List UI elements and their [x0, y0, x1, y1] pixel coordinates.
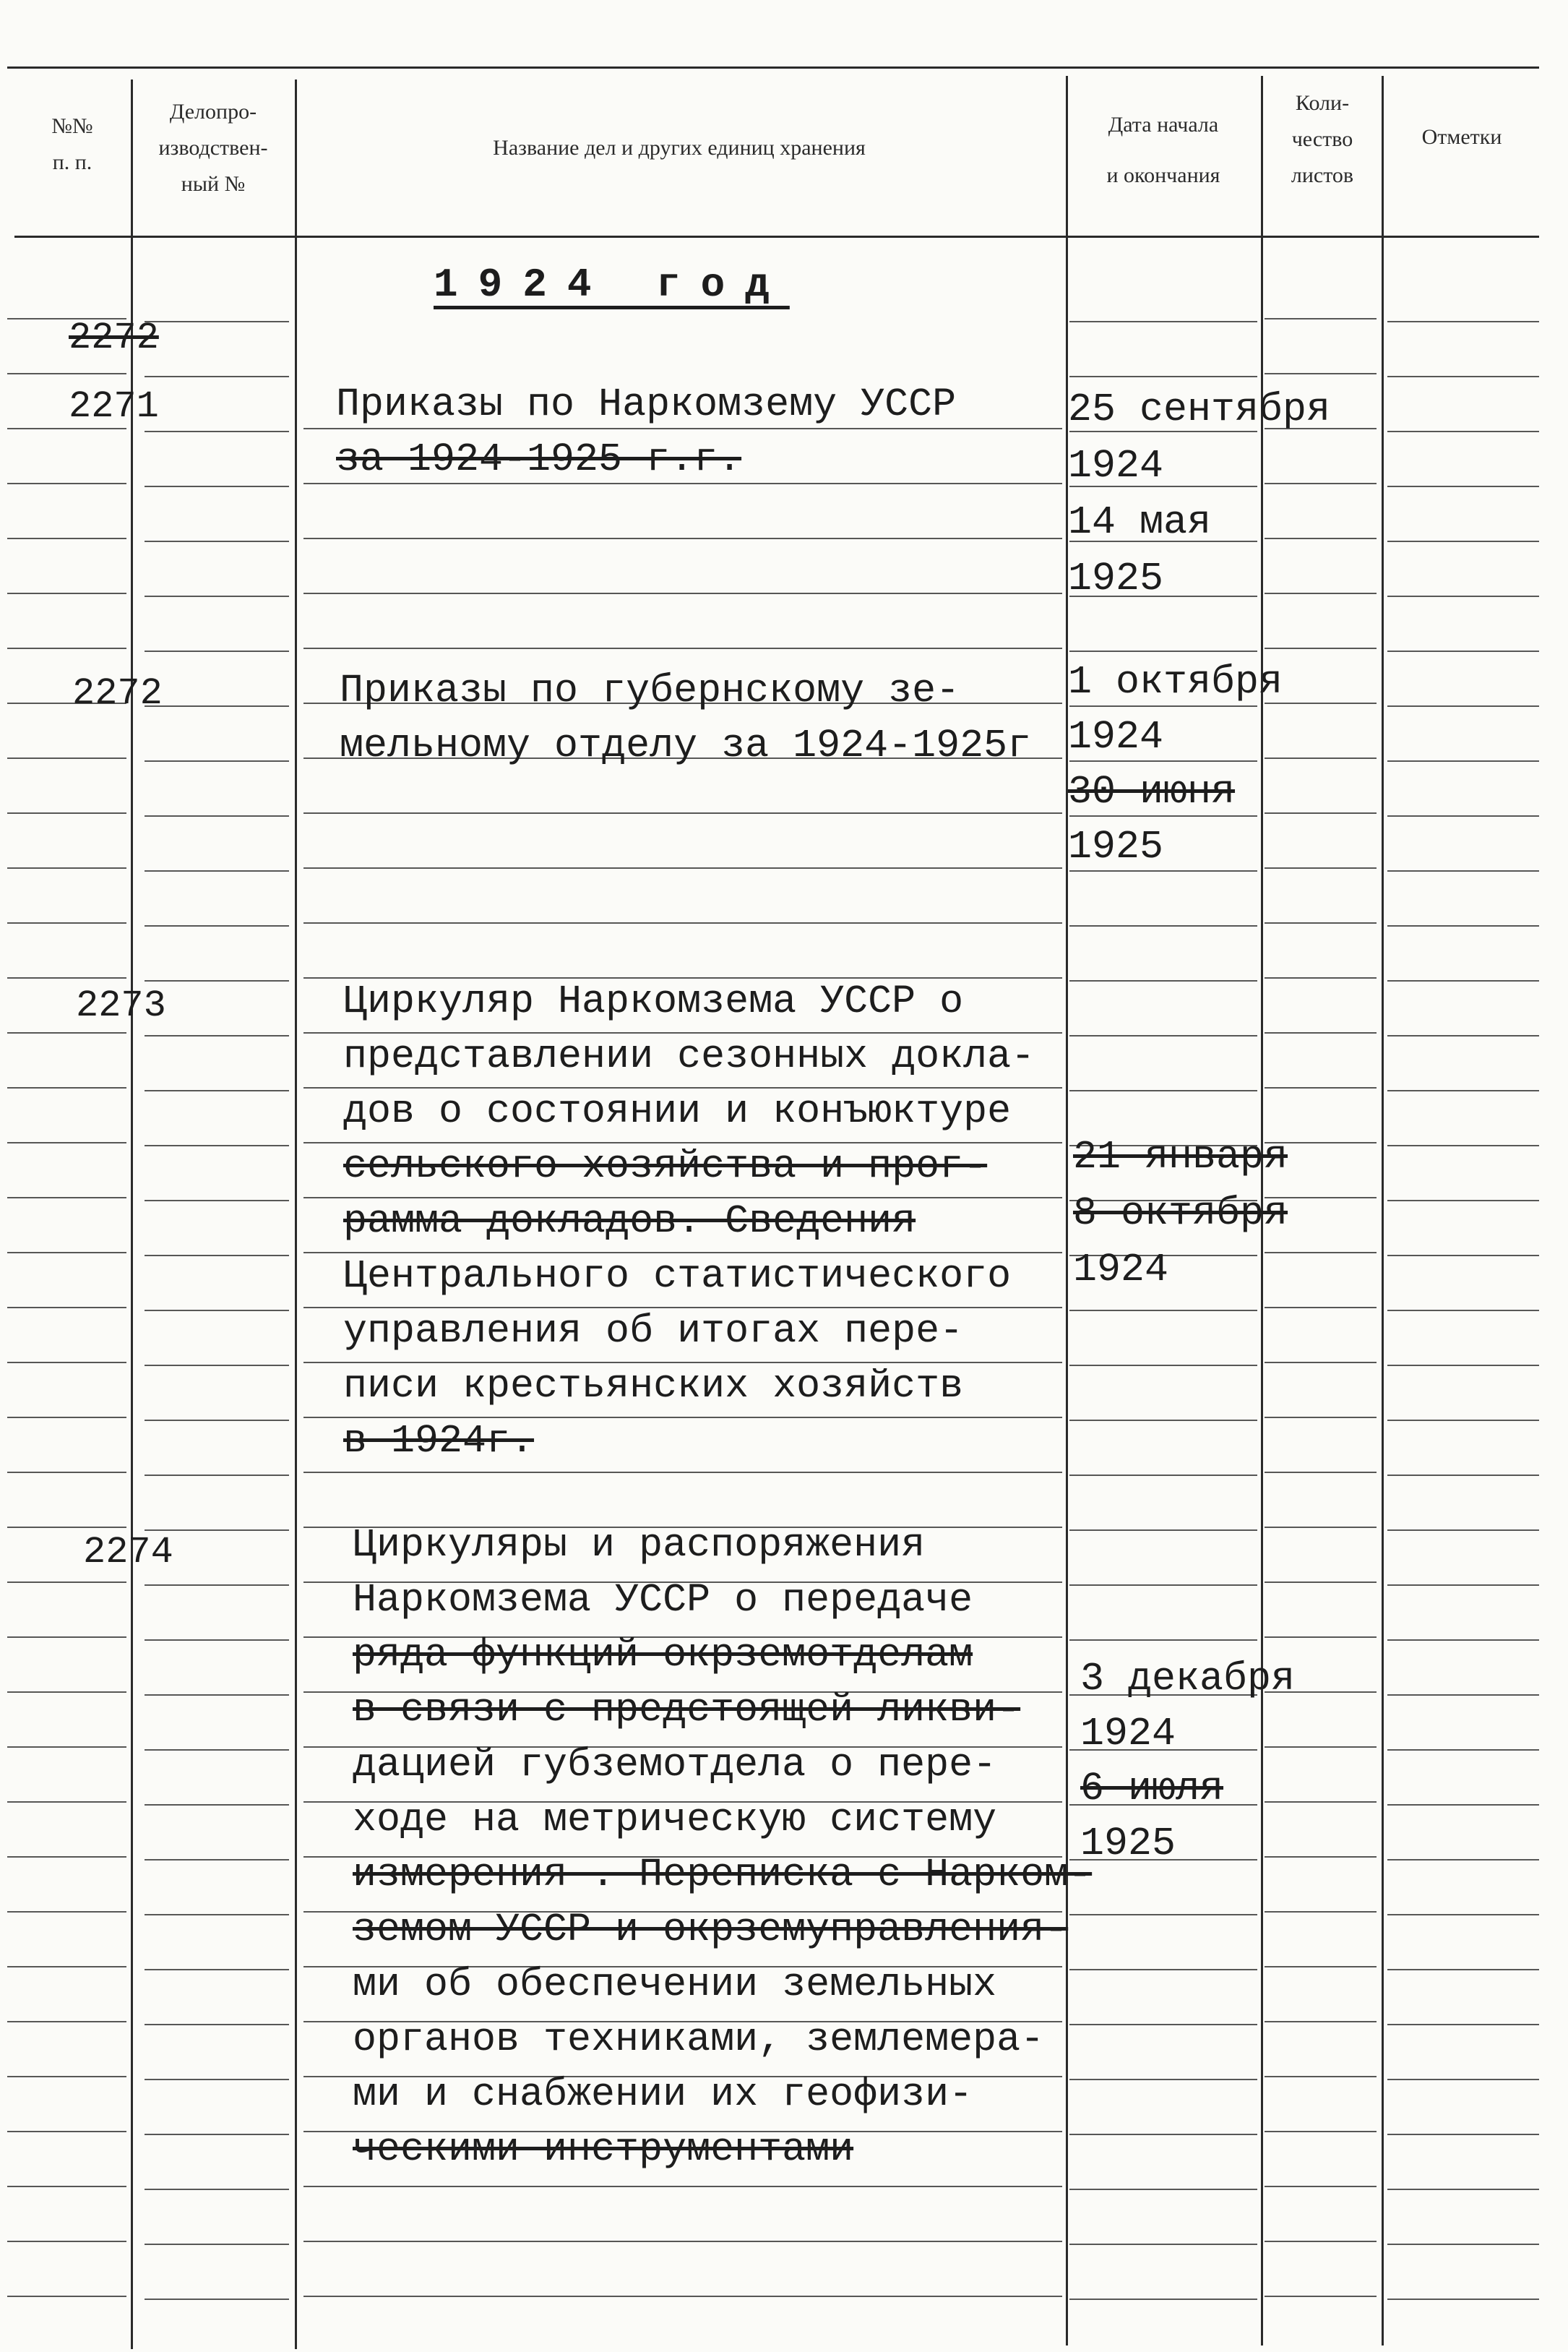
header-col-number: №№ п. п.	[51, 114, 93, 174]
ruled-line	[7, 2131, 126, 2132]
ruled-line	[1387, 1090, 1539, 1091]
ruled-line	[303, 922, 1062, 924]
ruled-line	[7, 648, 126, 649]
ruled-line	[1387, 321, 1539, 322]
ruled-line	[1069, 1035, 1257, 1036]
ruled-line	[145, 815, 289, 817]
ruled-line	[145, 2189, 289, 2190]
entry-dates: 25 сентября 1924 14 мая 1925	[1068, 387, 1331, 601]
ruled-line	[145, 1310, 289, 1311]
ruled-line	[145, 870, 289, 872]
ruled-line	[7, 1032, 126, 1034]
ruled-line	[1387, 2024, 1539, 2025]
ruled-line	[145, 1804, 289, 1806]
ruled-line	[7, 1856, 126, 1858]
crossed-out-number: 2272	[69, 317, 159, 359]
ruled-line	[1069, 2079, 1257, 2080]
ruled-line	[1265, 2076, 1377, 2077]
ruled-line	[1387, 1639, 1539, 1641]
ruled-line	[303, 2186, 1062, 2187]
ruled-line	[1387, 1255, 1539, 1256]
column-divider-5	[1382, 76, 1384, 2345]
ruled-line	[7, 757, 126, 759]
ruled-line	[1387, 1200, 1539, 1201]
ruled-line	[145, 1475, 289, 1476]
entry-title: Приказы по губернскому зе- мельному отделу за 1924-1925г	[340, 668, 1032, 768]
ruled-line	[1069, 980, 1257, 982]
ruled-line	[7, 1197, 126, 1198]
ruled-line	[145, 2244, 289, 2245]
ruled-line	[7, 2076, 126, 2077]
ruled-line	[7, 977, 126, 979]
ruled-line	[1265, 1636, 1377, 1638]
ruled-line	[145, 2024, 289, 2025]
ruled-line	[1265, 2296, 1377, 2297]
header-bottom-rule	[14, 236, 1539, 238]
ruled-line	[145, 2134, 289, 2135]
ruled-line	[1265, 648, 1377, 649]
ruled-line	[1069, 1584, 1257, 1586]
header-col-office-number: Делопро- изводствен- ный №	[158, 100, 268, 196]
ruled-line	[7, 2241, 126, 2242]
ruled-line	[7, 1362, 126, 1363]
ruled-line	[145, 705, 289, 707]
ruled-line	[1265, 1472, 1377, 1473]
ruled-line	[1069, 376, 1257, 377]
ruled-line	[1069, 2189, 1257, 2190]
ruled-line	[1069, 2244, 1257, 2245]
entry-title: Циркуляр Наркомзема УССР о представлении сезонных докла- дов о состоянии и конъюктуре сельского хозяйства и прог- рамма докладов. Сведения Центрального статистического управления об итогах пере- писи крестьянских хозяйств в 1924г.	[343, 979, 1035, 1464]
ruled-line	[1069, 1969, 1257, 1970]
ruled-line	[145, 596, 289, 597]
ruled-line	[1387, 2189, 1539, 2190]
ruled-line	[1265, 1581, 1377, 1583]
ruled-line	[1387, 925, 1539, 927]
ruled-line	[145, 1420, 289, 1421]
header-col-notes: Отметки	[1421, 125, 1502, 149]
ruled-line	[145, 1255, 289, 1256]
ruled-line	[1387, 1914, 1539, 1915]
ruled-line	[1387, 1310, 1539, 1311]
ruled-line	[1265, 2241, 1377, 2242]
ruled-line	[303, 812, 1062, 814]
ruled-line	[1265, 2021, 1377, 2022]
ruled-line	[7, 1252, 126, 1253]
ruled-line	[7, 1636, 126, 1638]
ruled-line	[7, 867, 126, 869]
ruled-line	[1387, 1475, 1539, 1476]
entry-number: 2272	[72, 672, 163, 715]
ruled-line	[145, 1090, 289, 1091]
header-top-rule	[7, 66, 1539, 69]
ruled-line	[7, 1746, 126, 1748]
ruled-line	[7, 593, 126, 594]
entry-number: 2274	[83, 1531, 173, 1574]
ruled-line	[1387, 1969, 1539, 1970]
ruled-line	[145, 651, 289, 652]
ruled-line	[1387, 1749, 1539, 1751]
ruled-line	[1265, 1087, 1377, 1089]
ruled-line	[1265, 1362, 1377, 1363]
ruled-line	[1069, 321, 1257, 322]
ruled-line	[1387, 541, 1539, 542]
ruled-line	[7, 1417, 126, 1418]
ruled-line	[7, 1472, 126, 1473]
ruled-line	[1069, 2299, 1257, 2300]
ruled-line	[1387, 1420, 1539, 1421]
ruled-line	[7, 812, 126, 814]
ruled-line	[1387, 980, 1539, 982]
ruled-line	[7, 1966, 126, 1967]
ruled-line	[1387, 1365, 1539, 1366]
ruled-line	[7, 1911, 126, 1913]
ruled-line	[303, 648, 1062, 649]
ruled-line	[1265, 1307, 1377, 1308]
ruled-line	[7, 2021, 126, 2022]
ruled-line	[1387, 815, 1539, 817]
ruled-line	[1265, 1527, 1377, 1528]
ruled-line	[1069, 1420, 1257, 1421]
ruled-line	[1387, 2134, 1539, 2135]
ruled-line	[1069, 651, 1257, 652]
ruled-line	[145, 376, 289, 377]
ruled-line	[7, 922, 126, 924]
ruled-line	[7, 2296, 126, 2297]
ruled-line	[145, 2299, 289, 2300]
ruled-line	[145, 1035, 289, 1036]
ruled-line	[1069, 2024, 1257, 2025]
ruled-line	[7, 1801, 126, 1803]
ruled-line	[7, 538, 126, 539]
ruled-line	[1387, 1584, 1539, 1586]
entry-dates: 21 января 8 октября 1924	[1073, 1134, 1288, 1292]
ruled-line	[1387, 2299, 1539, 2300]
ruled-line	[1069, 1090, 1257, 1091]
entry-title: Приказы по Наркомзему УССР за 1924-1925 г.г.	[336, 382, 957, 482]
ruled-line	[145, 980, 289, 982]
header-col-title: Название дел и других единиц хранения	[493, 136, 866, 160]
ruled-line	[145, 1584, 289, 1586]
ruled-line	[145, 1859, 289, 1860]
ruled-line	[145, 1639, 289, 1641]
year-heading: 1924 год	[434, 262, 790, 308]
ruled-line	[303, 2241, 1062, 2242]
ruled-line	[1387, 1859, 1539, 1860]
ruled-line	[1387, 1529, 1539, 1531]
ruled-line	[1387, 2244, 1539, 2245]
ruled-line	[1387, 760, 1539, 762]
ruled-line	[7, 373, 126, 374]
ruled-line	[7, 483, 126, 484]
ruled-line	[145, 431, 289, 432]
column-divider-2	[295, 80, 297, 2349]
ruled-line	[1069, 1365, 1257, 1366]
ruled-line	[1069, 2134, 1257, 2135]
ruled-line	[7, 1527, 126, 1528]
ruled-line	[1265, 1966, 1377, 1967]
ruled-line	[1265, 373, 1377, 374]
ruled-line	[1265, 2186, 1377, 2187]
ruled-line	[145, 321, 289, 322]
ruled-line	[1069, 925, 1257, 927]
ruled-line	[1265, 1911, 1377, 1913]
ruled-line	[1069, 1529, 1257, 1531]
entry-dates: 1 октября 1924 30 июня 1925	[1068, 659, 1283, 870]
ruled-line	[145, 1200, 289, 1201]
ruled-line	[303, 538, 1062, 539]
ruled-line	[303, 867, 1062, 869]
ruled-line	[1387, 870, 1539, 872]
ruled-line	[145, 486, 289, 487]
ruled-line	[7, 2186, 126, 2187]
ruled-line	[7, 428, 126, 429]
ruled-line	[1387, 1804, 1539, 1806]
entry-dates: 3 декабря 1924 6 июля 1925	[1080, 1656, 1296, 1866]
ruled-line	[7, 1087, 126, 1089]
ruled-line	[1265, 977, 1377, 979]
ruled-line	[1387, 486, 1539, 487]
header-col-sheet-count: Коли- чество листов	[1291, 91, 1354, 187]
ruled-line	[145, 541, 289, 542]
ruled-line	[7, 1691, 126, 1693]
ruled-line	[145, 1365, 289, 1366]
ruled-line	[1387, 431, 1539, 432]
entry-number: 2271	[69, 385, 159, 428]
ruled-line	[7, 1581, 126, 1583]
ruled-line	[7, 1307, 126, 1308]
ruled-line	[145, 1749, 289, 1751]
ruled-line	[1387, 2079, 1539, 2080]
ruled-line	[145, 1694, 289, 1696]
ruled-line	[7, 1142, 126, 1143]
ruled-line	[1069, 1914, 1257, 1915]
entry-title: Циркуляры и распоряжения Наркомзема УССР о передаче ряда функций окрземотделам в связи с предстоящей ликви- дацией губземотдела о пере- ходе на метрическую систему измерения . Переписка с Нарком- земом УССР и окрземуправления- ми об обеспечении земельных органов техниками, землемера- ми и снабжении их геофизи- ческими инструментами	[353, 1522, 1093, 2172]
ruled-line	[1265, 922, 1377, 924]
ruled-line	[1265, 1032, 1377, 1034]
ruled-line	[145, 1145, 289, 1146]
ruled-line	[1387, 1035, 1539, 1036]
ruled-line	[145, 760, 289, 762]
ruled-line	[145, 1914, 289, 1915]
ruled-line	[1265, 318, 1377, 319]
ruled-line	[1069, 1310, 1257, 1311]
ruled-line	[1387, 705, 1539, 707]
ruled-line	[1069, 1475, 1257, 1476]
ruled-line	[145, 2079, 289, 2080]
ruled-line	[1387, 1145, 1539, 1146]
entry-number: 2273	[76, 984, 166, 1027]
ruled-line	[1069, 1639, 1257, 1641]
ruled-line	[303, 593, 1062, 594]
ruled-line	[145, 925, 289, 927]
ruled-line	[1265, 1417, 1377, 1418]
ruled-line	[1387, 651, 1539, 652]
ruled-line	[1387, 376, 1539, 377]
header-col-dates: Дата начала и окончания	[1106, 113, 1220, 187]
ruled-line	[1387, 1694, 1539, 1696]
ruled-line	[1387, 596, 1539, 597]
ruled-line	[303, 2296, 1062, 2297]
ruled-line	[145, 1969, 289, 1970]
ruled-line	[1265, 2131, 1377, 2132]
ruled-line	[303, 1472, 1062, 1473]
